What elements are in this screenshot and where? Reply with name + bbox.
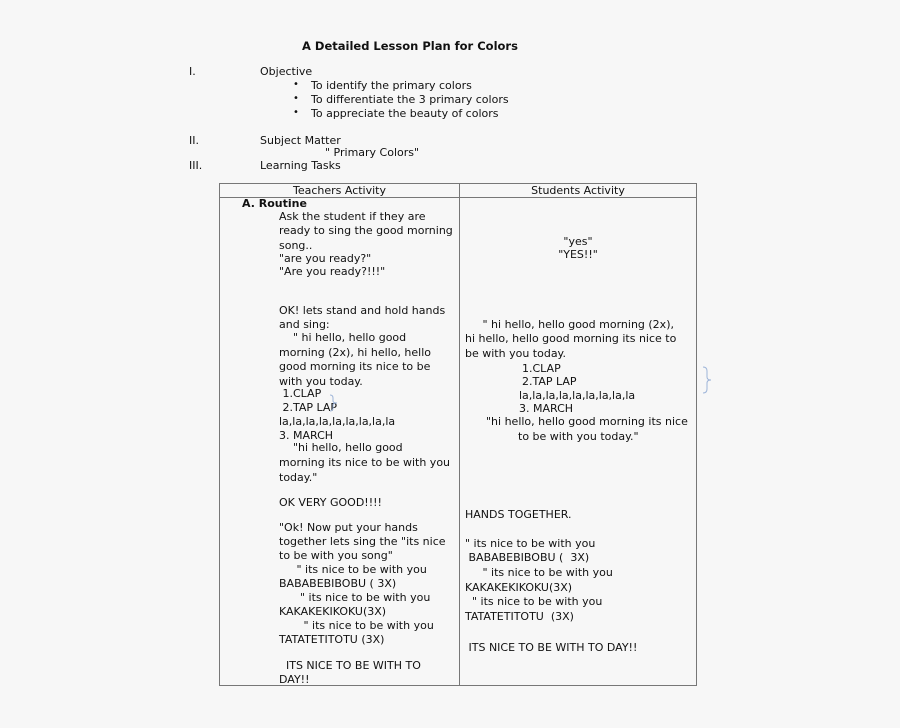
teacher-line: " its nice to be with you (279, 563, 427, 576)
teacher-line: 2.TAP LAP (279, 401, 338, 414)
bullet-icon: • (293, 107, 299, 118)
teacher-line: today." (279, 471, 318, 484)
teacher-line: "Ok! Now put your hands (279, 521, 418, 534)
teacher-line: 1.CLAP (279, 387, 322, 400)
student-line: " its nice to be with you (465, 595, 603, 608)
teacher-line: good morning its nice to be (279, 360, 431, 373)
section-heading-objective: Objective (260, 65, 313, 78)
teacher-line: " its nice to be with you (279, 591, 431, 604)
student-line: " its nice to be with you (465, 566, 613, 579)
section-number-3: III. (189, 159, 203, 172)
activity-table (219, 183, 697, 686)
student-line: " its nice to be with you (465, 537, 596, 550)
teacher-line: ITS NICE TO BE WITH TO (279, 659, 421, 672)
teacher-line: "Are you ready?!!!" (279, 265, 386, 278)
teacher-line: TATATETITOTU (3X) (279, 633, 385, 646)
student-line: HANDS TOGETHER. (465, 508, 572, 521)
student-line: ITS NICE TO BE WITH TO DAY!! (465, 641, 638, 654)
student-line: la,la,la,la,la,la,la,la,la (519, 389, 636, 402)
subject-matter-value: " Primary Colors" (325, 146, 420, 159)
teacher-line: morning its nice to be with you (279, 456, 451, 469)
teacher-line: DAY!! (279, 673, 310, 686)
objective-item: To appreciate the beauty of colors (311, 107, 499, 120)
section-number-2: II. (189, 134, 199, 147)
comment-brace-icon (701, 366, 713, 394)
teacher-line: to be with you song" (279, 549, 393, 562)
student-line: BABABEBIBOBU ( 3X) (465, 551, 590, 564)
bullet-icon: • (293, 93, 299, 104)
teacher-line: " hi hello, hello good (279, 331, 407, 344)
teacher-line: 3. MARCH (279, 429, 334, 442)
student-line: hi hello, hello good morning its nice to (465, 332, 677, 345)
teacher-line: ready to sing the good morning (279, 224, 453, 237)
teacher-line: with you today. (279, 375, 363, 388)
teacher-line: "hi hello, hello good (279, 441, 403, 454)
student-line: 2.TAP LAP (522, 375, 577, 388)
teacher-line: " its nice to be with you (279, 619, 434, 632)
comment-brace-icon (329, 394, 339, 412)
student-line: KAKAKEKIKOKU(3X) (465, 581, 573, 594)
student-line: "hi hello, hello good morning its nice (486, 415, 688, 428)
student-line: TATATETITOTU (3X) (465, 610, 574, 623)
student-line: be with you today. (465, 347, 566, 360)
section-number-1: I. (189, 65, 196, 78)
student-line: 1.CLAP (522, 362, 561, 375)
teacher-line: song.. (279, 239, 313, 252)
teacher-line: KAKAKEKIKOKU(3X) (279, 605, 387, 618)
objective-item: To differentiate the 3 primary colors (311, 93, 509, 106)
teacher-line: "are you ready?" (279, 252, 372, 265)
header-students-activity: Students Activity (531, 184, 625, 197)
section-heading-subject-matter: Subject Matter (260, 134, 341, 147)
teacher-line: BABABEBIBOBU ( 3X) (279, 577, 397, 590)
teacher-line: and sing: (279, 318, 330, 331)
student-line: to be with you today." (518, 430, 639, 443)
document-title: A Detailed Lesson Plan for Colors (302, 39, 518, 53)
teacher-line: OK! lets stand and hold hands (279, 304, 446, 317)
section-heading-learning-tasks: Learning Tasks (260, 159, 341, 172)
header-teachers-activity: Teachers Activity (292, 184, 387, 197)
student-line: " hi hello, hello good morning (2x), (465, 318, 674, 331)
teacher-line: la,la,la,la,la,la,la,la,la (279, 415, 396, 428)
teacher-line: OK VERY GOOD!!!! (279, 496, 382, 509)
teacher-line: Ask the student if they are (279, 210, 426, 223)
student-line: "YES!!" (558, 248, 598, 261)
bullet-icon: • (293, 79, 299, 90)
objective-item: To identify the primary colors (311, 79, 472, 92)
section-label-routine: A. Routine (242, 197, 307, 210)
teacher-line: morning (2x), hi hello, hello (279, 346, 432, 359)
student-line: "yes" (563, 235, 593, 248)
teacher-line: together lets sing the "its nice (279, 535, 446, 548)
student-line: 3. MARCH (519, 402, 574, 415)
